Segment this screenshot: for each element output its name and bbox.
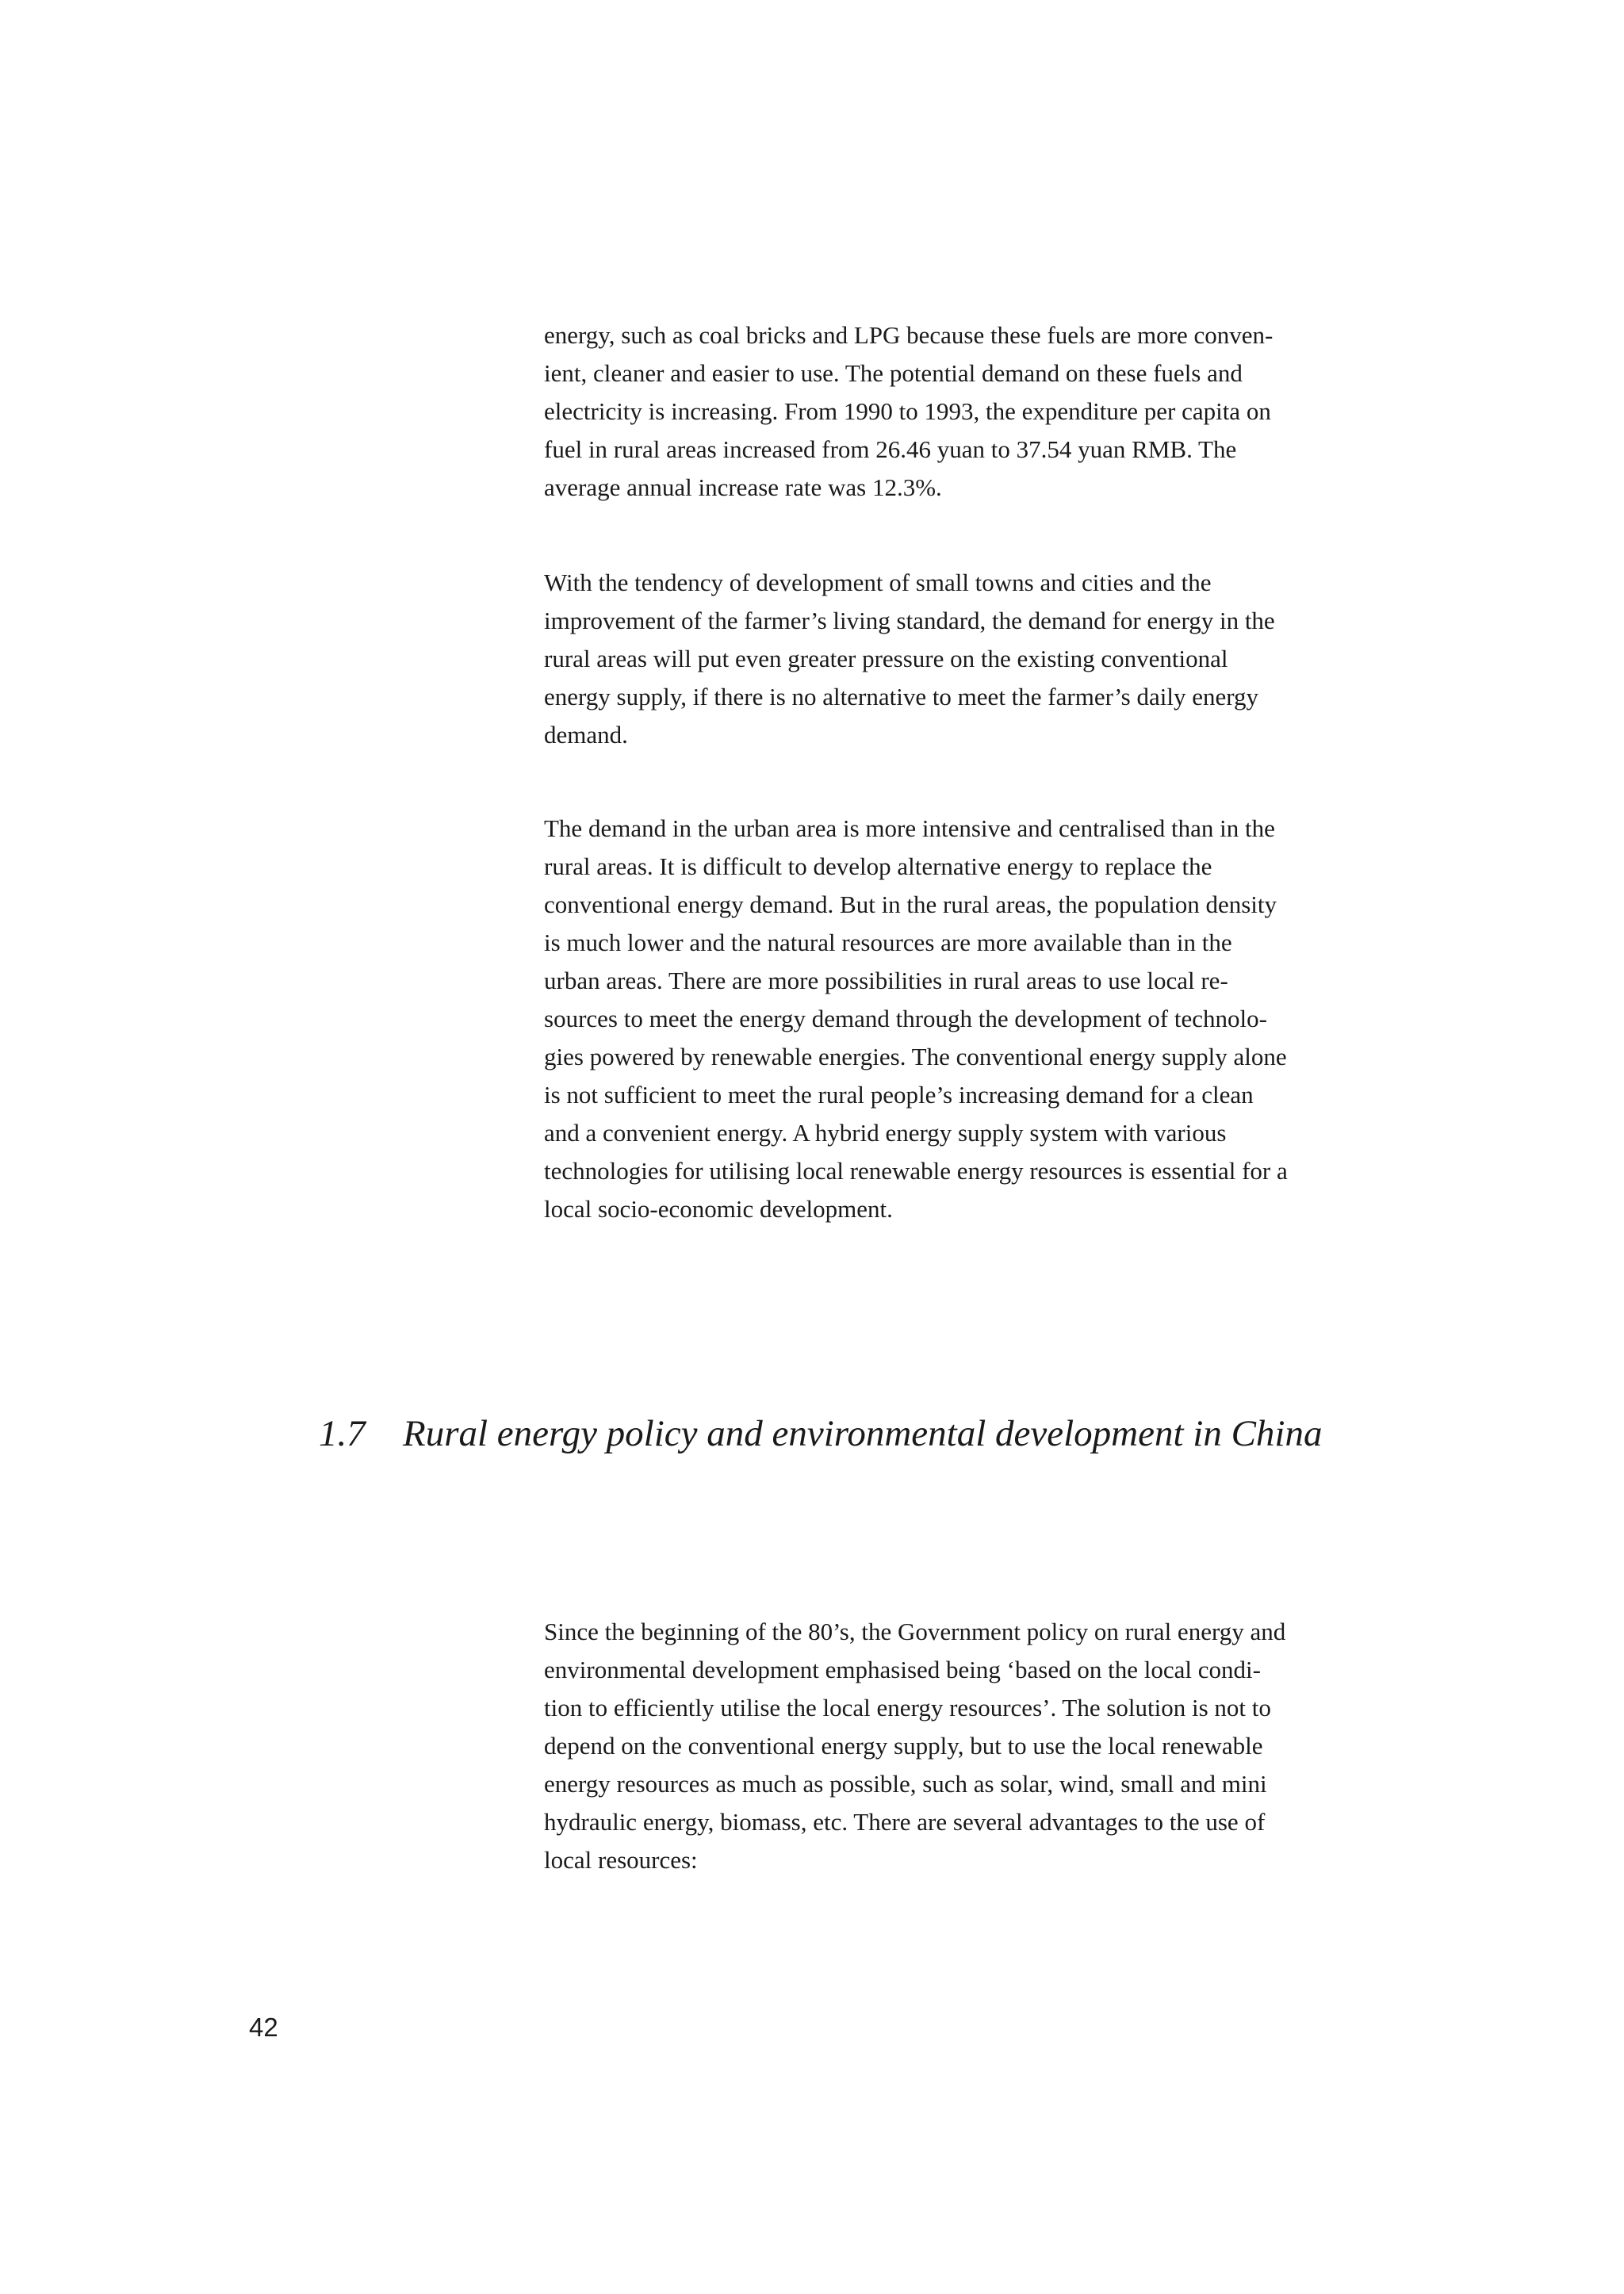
text-line: demand. <box>544 721 628 749</box>
text-line: rural areas. It is difficult to develop alternative energy to replace the <box>544 852 1212 880</box>
text-line: improvement of the farmer’s living standard, the demand for energy in the <box>544 607 1275 634</box>
text-line: ient, cleaner and easier to use. The potential demand on these fuels and <box>544 359 1243 387</box>
text-line: tion to efficiently utilise the local energy resources’. The solution is not to <box>544 1694 1271 1721</box>
text-line: hydraulic energy, biomass, etc. There are several advantages to the use of <box>544 1808 1266 1836</box>
text-line: rural areas will put even greater pressure on the existing conventional <box>544 645 1228 672</box>
text-line: urban areas. There are more possibilities in rural areas to use local re- <box>544 967 1228 994</box>
section-heading <box>319 1410 1323 1457</box>
text-line: Since the beginning of the 80’s, the Government policy on rural energy and <box>544 1618 1286 1645</box>
text-line: With the tendency of development of small towns and cities and the <box>544 569 1212 596</box>
text-line: energy supply, if there is no alternative to meet the farmer’s daily energy <box>544 683 1258 710</box>
text-line: is not sufficient to meet the rural people’s increasing demand for a clean <box>544 1081 1254 1109</box>
page-number: 42 <box>249 2013 278 2042</box>
text-line: gies powered by renewable energies. The conventional energy supply alone <box>544 1043 1287 1070</box>
text-line: sources to meet the energy demand through the development of technolo- <box>544 1005 1267 1032</box>
section-number: 1.7 <box>319 1413 366 1454</box>
text-line: electricity is increasing. From 1990 to 1993, the expenditure per capita on <box>544 397 1271 425</box>
text-line: local resources: <box>544 1846 698 1874</box>
section-paragraph <box>544 1613 1378 1879</box>
text-line: average annual increase rate was 12.3%. <box>544 473 942 501</box>
section-title: Rural energy policy and environmental development in China <box>403 1413 1323 1454</box>
text-line: fuel in rural areas increased from 26.46 yuan to 37.54 yuan RMB. The <box>544 435 1237 463</box>
body-paragraph-3 <box>544 810 1378 1228</box>
text-line: environmental development emphasised being ‘based on the local condi- <box>544 1656 1261 1683</box>
text-line: is much lower and the natural resources are more available than in the <box>544 929 1232 956</box>
text-line: conventional energy demand. But in the rural areas, the population density <box>544 890 1277 918</box>
text-line: technologies for utilising local renewable energy resources is essential for a <box>544 1157 1288 1185</box>
text-line: and a convenient energy. A hybrid energy supply system with various <box>544 1119 1227 1147</box>
text-line: The demand in the urban area is more intensive and centralised than in the <box>544 814 1275 842</box>
text-line: depend on the conventional energy supply, but to use the local renewable <box>544 1732 1263 1760</box>
body-paragraph-1 <box>544 316 1378 507</box>
text-line: energy, such as coal bricks and LPG because these fuels are more conven- <box>544 321 1274 349</box>
body-paragraph-2 <box>544 564 1378 754</box>
text-line: energy resources as much as possible, such as solar, wind, small and mini <box>544 1770 1267 1798</box>
text-line: local socio-economic development. <box>544 1195 893 1223</box>
